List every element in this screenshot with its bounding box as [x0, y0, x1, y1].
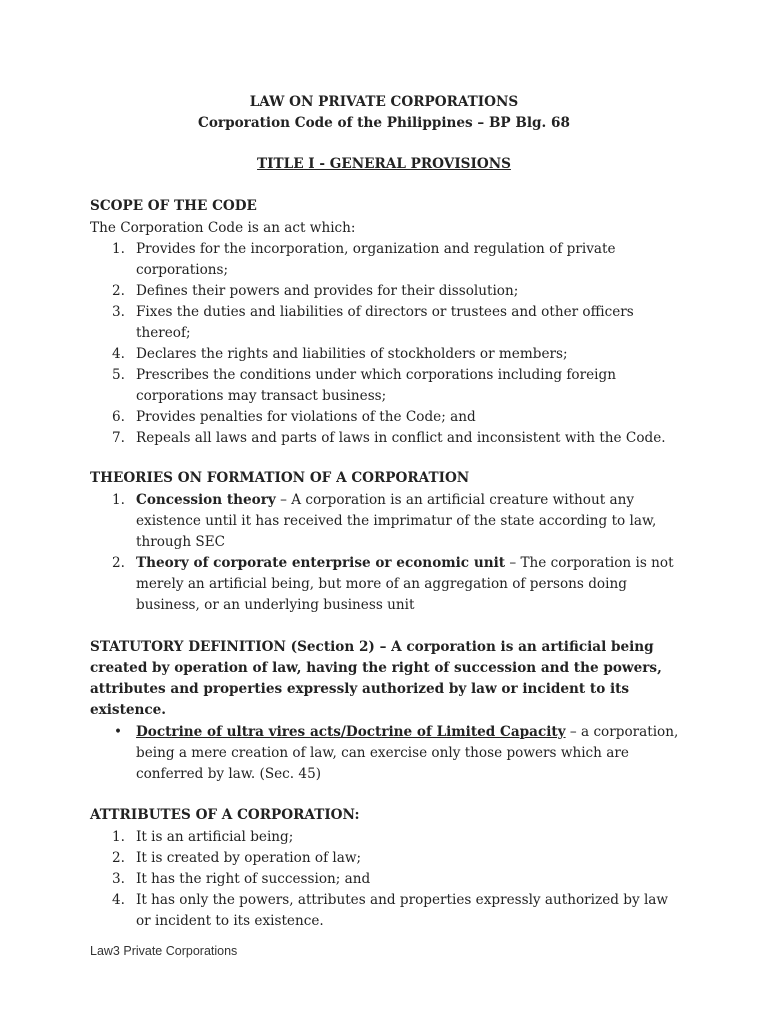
list-item-text: It is created by operation of law; — [136, 850, 362, 866]
doctrine-text: – a corporation, being a mere creation of law, can exercise only those powers which are conferred by law. (Sec. 45) — [136, 724, 679, 782]
title-section-heading: TITLE I - GENERAL PROVISIONS — [257, 156, 511, 172]
list-number: 7. — [112, 430, 125, 446]
list-number: 2. — [112, 555, 125, 571]
list-item — [90, 490, 680, 553]
list-item — [90, 302, 680, 344]
scope-intro: The Corporation Code is an act which: — [90, 220, 356, 236]
doctrine-term: Doctrine of ultra vires acts/Doctrine of Limited Capacity — [136, 724, 566, 740]
list-item-text: Repeals all laws and parts of laws in conflict and inconsistent with the Code. — [136, 430, 666, 446]
list-item-text: Declares the rights and liabilities of stockholders or members; — [136, 346, 568, 362]
list-number: 3. — [112, 871, 125, 887]
list-item-text: It is an artificial being; — [136, 829, 294, 845]
list-item-text: Provides penalties for violations of the Code; and — [136, 409, 476, 425]
scope-list — [90, 239, 680, 449]
list-number: 6. — [112, 409, 125, 425]
list-item — [90, 239, 680, 281]
list-item — [90, 827, 680, 848]
title-section-wrap — [0, 156, 768, 172]
document-subtitle: Corporation Code of the Philippines – BP Blg. 68 — [198, 115, 570, 131]
list-item-text: Provides for the incorporation, organization and regulation of private corporations; — [136, 241, 616, 278]
scope-heading: SCOPE OF THE CODE — [90, 198, 257, 214]
list-number: 1. — [112, 829, 125, 845]
theory-text: – A corporation is an artificial creature without any existence until it has received the imprimatur of the state according to law, through SEC — [136, 492, 657, 550]
list-number: 2. — [112, 283, 125, 299]
list-number: 2. — [112, 850, 125, 866]
list-item — [90, 344, 680, 365]
theory-term: Concession theory — [136, 492, 276, 508]
theories-list — [90, 490, 680, 616]
list-item — [90, 890, 680, 932]
list-number: 4. — [112, 346, 125, 362]
attributes-heading: ATTRIBUTES OF A CORPORATION: — [90, 807, 360, 823]
list-number: 1. — [112, 492, 125, 508]
list-item — [90, 553, 680, 616]
list-item-text: It has the right of succession; and — [136, 871, 371, 887]
statutory-definition: STATUTORY DEFINITION (Section 2) – A corporation is an artificial being created by operation of law, having the right of succession and the powers, attributes and properties expressly authorized by law or incident to its existence. — [90, 639, 662, 718]
statutory-bullets — [90, 722, 680, 785]
list-item — [90, 869, 680, 890]
list-item-text: Prescribes the conditions under which corporations including foreign corporations may transact business; — [136, 367, 616, 404]
bullet-icon: • — [114, 724, 123, 740]
list-item — [90, 365, 680, 407]
list-number: 3. — [112, 304, 125, 320]
theory-text: – The corporation is not merely an artificial being, but more of an aggregation of persons doing business, or an underlying business unit — [136, 555, 674, 613]
list-number: 1. — [112, 241, 125, 257]
attributes-list — [90, 827, 680, 932]
list-number: 5. — [112, 367, 125, 383]
list-item — [90, 407, 680, 428]
document-title: LAW ON PRIVATE CORPORATIONS — [249, 94, 519, 110]
list-item — [90, 722, 680, 785]
list-item — [90, 428, 680, 449]
list-item-text: Defines their powers and provides for their dissolution; — [136, 283, 519, 299]
list-number: 4. — [112, 892, 125, 908]
list-item-text: Fixes the duties and liabilities of directors or trustees and other officers thereof; — [136, 304, 634, 341]
list-item — [90, 281, 680, 302]
list-item — [90, 848, 680, 869]
theory-term: Theory of corporate enterprise or economic unit — [136, 555, 506, 571]
theories-heading: THEORIES ON FORMATION OF A CORPORATION — [90, 470, 470, 486]
list-item-text: It has only the powers, attributes and properties expressly authorized by law or incident to its existence. — [136, 892, 669, 929]
page-footer: Law3 Private Corporations — [90, 944, 238, 958]
